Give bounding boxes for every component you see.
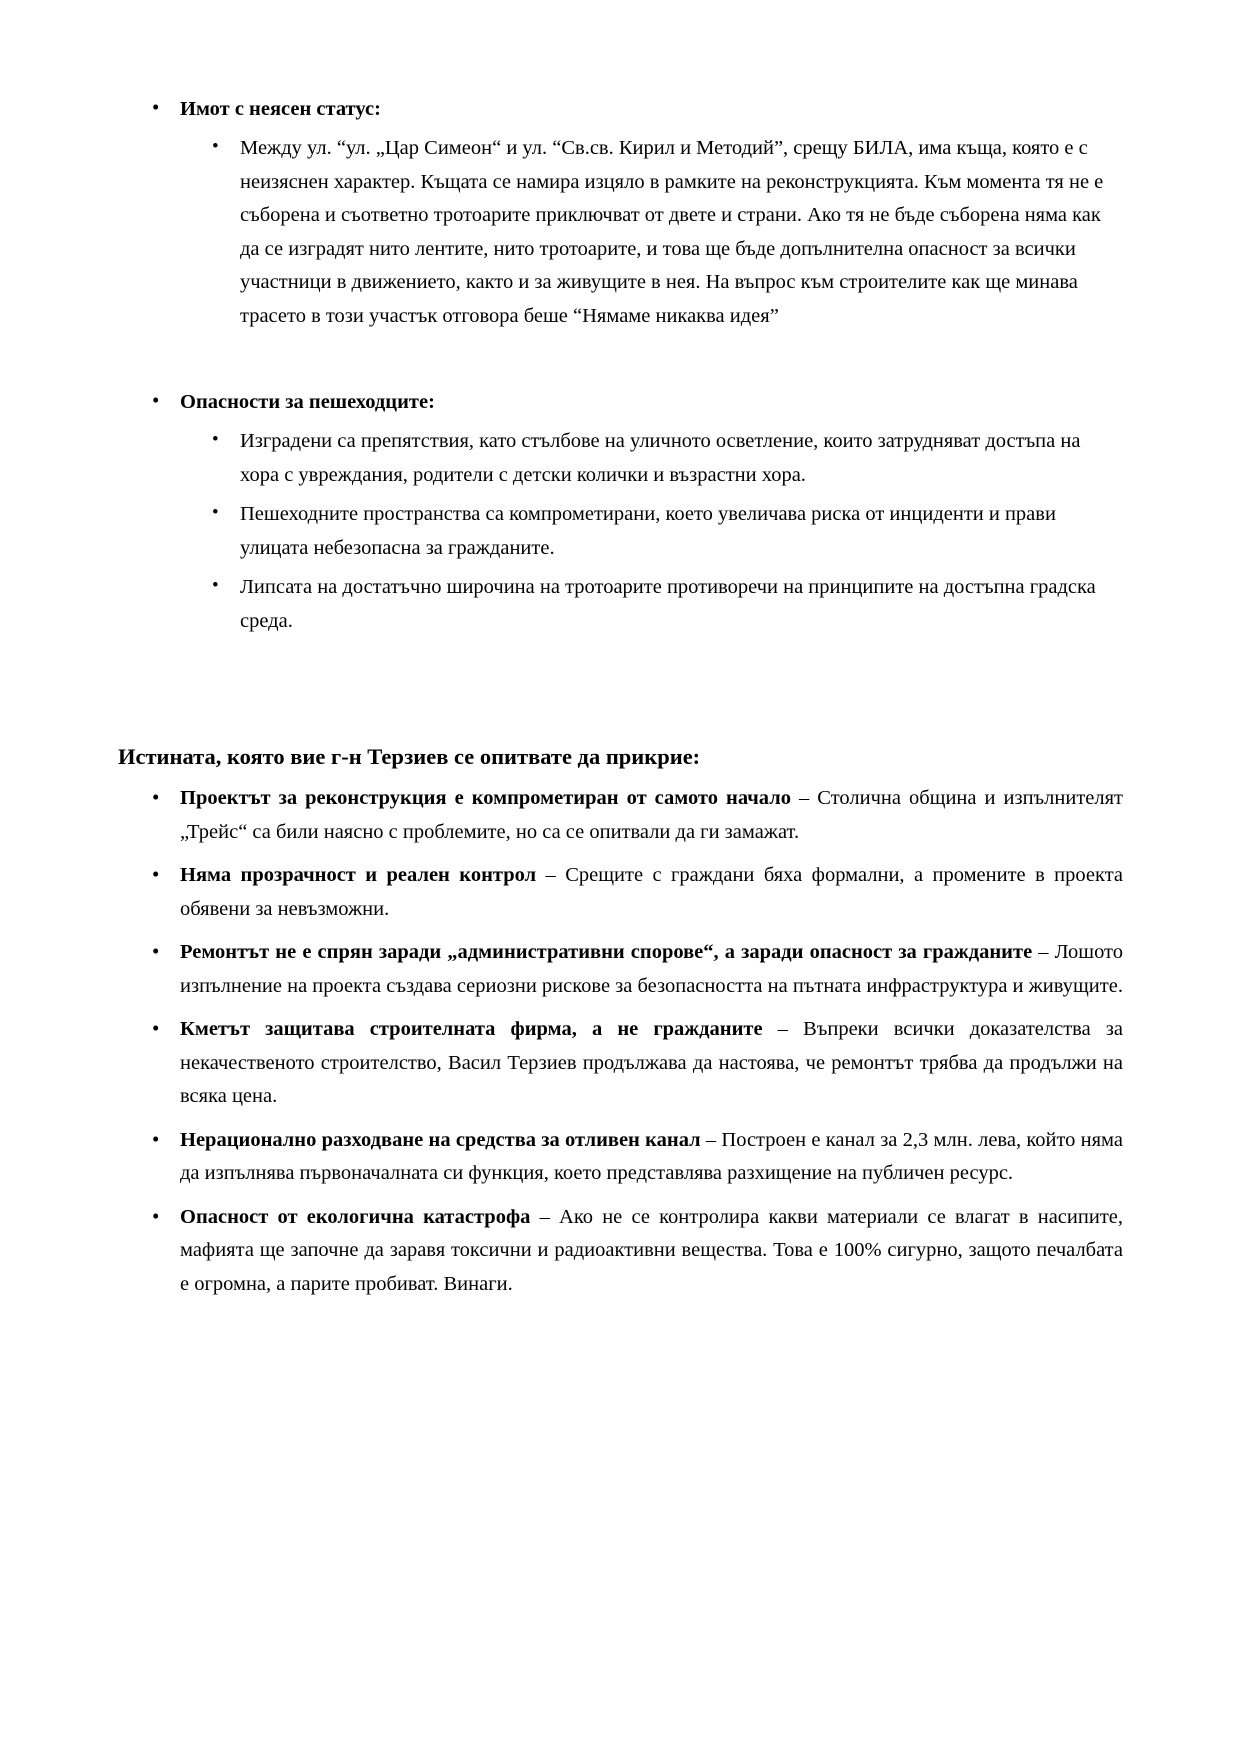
sublist-unclear-property	[180, 132, 1123, 333]
claim-rest: – Построен е канал за 2,3 млн. лева, който няма да изпълнява първоначалната си функция, което представлява разхищение на публичен ресурс.	[180, 1128, 1123, 1184]
paragraph-text: Пешеходните пространства са компрометирани, което увеличава риска от инциденти и прави улицата небезопасна за гражданите.	[240, 503, 1056, 559]
section-list-unclear-property	[118, 92, 1123, 333]
list-item	[118, 859, 1123, 926]
truth-claims-list	[118, 782, 1123, 1301]
list-item	[180, 132, 1123, 333]
claim-rest: – Лошото изпълнение на проекта създава сериозни рискове за безопасността на пътната инфраструктура и живущите.	[180, 941, 1123, 997]
sublist-pedestrian-dangers	[180, 425, 1123, 638]
claim-text	[180, 859, 1123, 926]
list-item	[118, 1013, 1123, 1114]
list-item	[180, 425, 1123, 492]
claim-text	[180, 936, 1123, 1003]
list-item	[180, 498, 1123, 565]
claim-lead: Нерационално разходване на средства за отливен канал	[180, 1128, 701, 1151]
section-list-pedestrian-dangers	[118, 385, 1123, 638]
claim-lead: Проектът за реконструкция е компрометиран от самото начало	[180, 787, 791, 809]
section-unclear-property	[118, 92, 1123, 333]
section-pedestrian-dangers	[118, 385, 1123, 638]
claim-lead: Опасност от екологична катастрофа	[180, 1205, 531, 1228]
claim-lead: Ремонтът не е спрян заради „административни спорове“, а заради опасност за гражданите	[180, 941, 1033, 963]
paragraph-text: Изградени са препятствия, като стълбове на уличното осветление, които затрудняват достъпа на хора с увреждания, родители с детски колички и възрастни хора.	[240, 430, 1081, 486]
paragraph-text: Между ул. “ул. „Цар Симеон“ и ул. “Св.св. Кирил и Методий”, срещу БИЛА, има къща, която е с неизяснен характер. Къщата се намира изцяло в рамките на реконструкцията. Към момента тя не е съборена и съответно тротоарите приключват от двете и страни. Ако тя не бъде съборена няма как да се изградят нито лентите, нито тротоарите, и това ще бъде допълнителна опасност за всички участници в движението, както и за живущите в нея. На въпрос към строителите как ще минава трасето в този участък отговора беше “Нямаме никаква идея”	[240, 137, 1104, 327]
claim-text	[180, 782, 1123, 849]
claim-text	[180, 1124, 1123, 1191]
claim-lead: Кметът защитава строителната фирма, а не гражданите	[180, 1018, 763, 1040]
claim-lead: Няма прозрачност и реален контрол	[180, 864, 537, 886]
list-item	[118, 936, 1123, 1003]
claim-rest: – Ако не се контролира какви материали се влагат в насипите, мафията ще започне да заравя токсични и радиоактивни вещества. Това е 100% сигурно, защото печалбата е огромна, а парите пробиват. Винаги.	[180, 1205, 1124, 1295]
paragraph-text: Липсата на достатъчно широчина на тротоарите противоречи на принципите на достъпна градска среда.	[240, 576, 1096, 632]
claim-rest: – Срещите с граждани бяха формални, а промените в проекта обявени за невъзможни.	[180, 864, 1124, 920]
claim-text	[180, 1013, 1123, 1114]
spacer	[118, 644, 1123, 740]
claim-rest: – Столична община и изпълнителят „Трейс“ са били наясно с проблемите, но са се опитвали да ги замажат.	[180, 787, 1123, 843]
list-item	[118, 1124, 1123, 1191]
claim-rest: – Въпреки всички доказателства за некачественото строителство, Васил Терзиев продължава да настоява, че ремонтът трябва да продължи на всяка цена.	[180, 1018, 1123, 1107]
section-heading-pedestrian-dangers: • Опасности за пешеходците:	[180, 391, 435, 413]
spacer	[118, 339, 1123, 385]
section-heading-unclear-property: • Имот с неясен статус:	[180, 98, 381, 120]
list-item	[118, 782, 1123, 849]
truth-block-title: Истината, която вие г-н Терзиев се опитвате да прикрие:	[118, 744, 701, 769]
claim-text	[180, 1201, 1123, 1302]
list-item	[118, 1201, 1123, 1302]
list-item	[180, 571, 1123, 638]
